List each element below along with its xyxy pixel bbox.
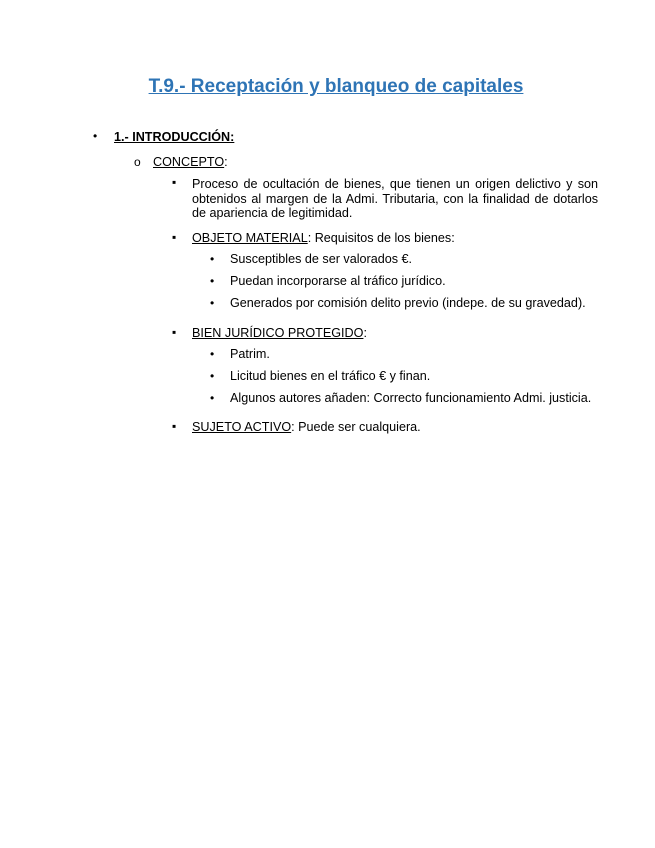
- sub-bullet: •: [210, 391, 215, 405]
- section-bullet: •: [93, 129, 98, 143]
- bien-juridico-line: [192, 326, 367, 341]
- sujeto-activo-rest: : Puede ser cualquiera.: [291, 420, 421, 434]
- section-heading: 1.- INTRODUCCIÓN:: [114, 130, 235, 144]
- list-item: Patrim.: [230, 347, 270, 361]
- list-item: Susceptibles de ser valorados €.: [230, 252, 413, 266]
- list-item: Generados por comisión delito previo (indepe. de su gravedad).: [230, 296, 586, 310]
- item-bullet: ▪: [172, 230, 177, 244]
- sub-bullet: •: [210, 296, 215, 310]
- bien-juridico-rest: :: [363, 326, 367, 340]
- sub-bullet: •: [210, 347, 215, 361]
- objeto-material-label: OBJETO MATERIAL: [192, 231, 308, 245]
- concepto-colon: :: [224, 155, 228, 169]
- list-item: Puedan incorporarse al tráfico jurídico.: [230, 274, 446, 288]
- sub-bullet: •: [210, 252, 215, 266]
- bien-juridico-label: BIEN JURÍDICO PROTEGIDO: [192, 326, 364, 340]
- item-bullet: ▪: [172, 325, 177, 339]
- concepto-bullet: o: [134, 155, 141, 169]
- item-bullet: ▪: [172, 419, 177, 433]
- list-item: Licitud bienes en el tráfico € y finan.: [230, 369, 431, 383]
- objeto-material-line: [192, 231, 455, 246]
- concepto-label: CONCEPTO: [153, 155, 225, 169]
- concepto-line: [153, 155, 228, 170]
- document-title: T.9.- Receptación y blanqueo de capitales: [148, 76, 524, 97]
- sujeto-activo-label: SUJETO ACTIVO: [192, 420, 292, 434]
- objeto-material-rest: : Requisitos de los bienes:: [307, 231, 455, 245]
- sub-bullet: •: [210, 274, 215, 288]
- list-item: Algunos autores añaden: Correcto funcionamiento Admi. justicia.: [230, 391, 592, 405]
- sub-bullet: •: [210, 369, 215, 383]
- sujeto-activo-line: [192, 420, 421, 435]
- concepto-definition: Proceso de ocultación de bienes, que tienen un origen delictivo y son obtenidos al margen de la Admi. Tributaria, con la finalidad de dotarlos de apariencia de legitimidad.: [192, 177, 598, 221]
- item-bullet: ▪: [172, 175, 177, 189]
